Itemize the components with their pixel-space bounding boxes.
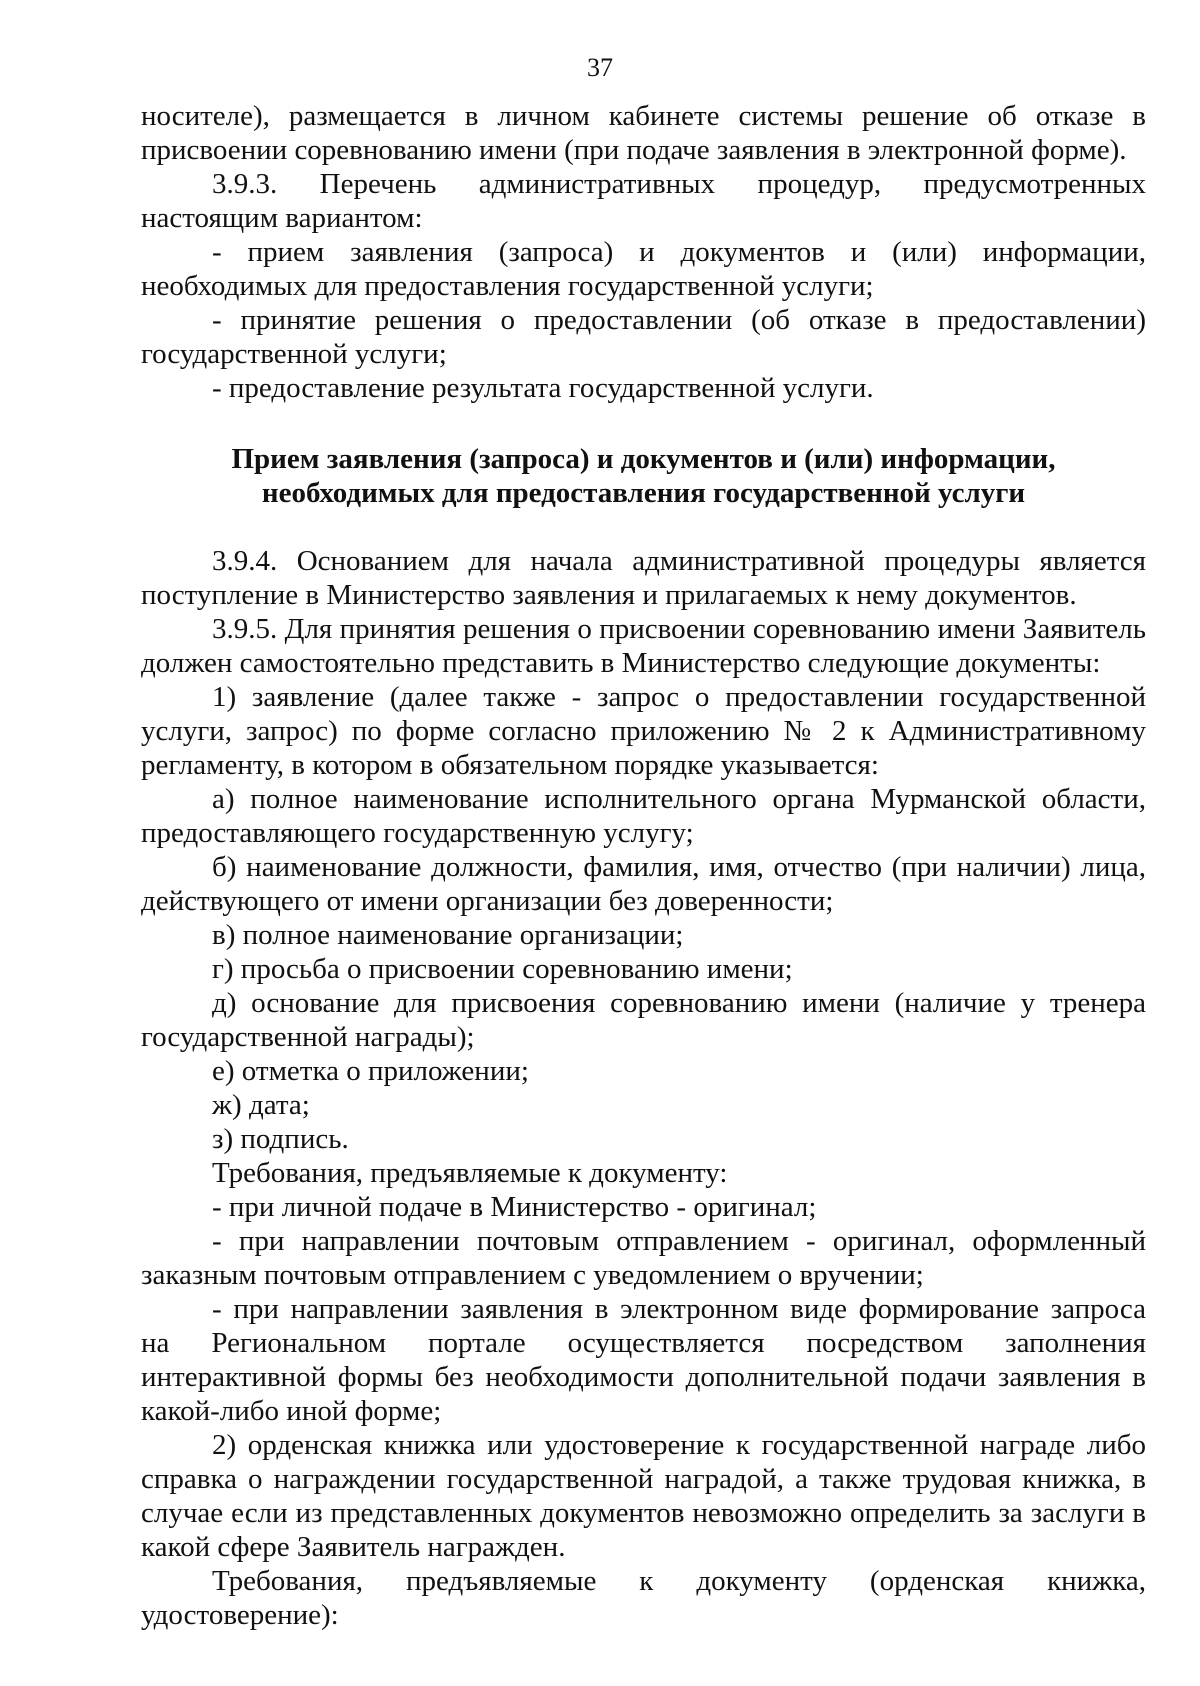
list-item: г) просьба о присвоении соревнованию имени; [212,953,793,985]
list-item: б) наименование должности, фамилия, имя, отчество (при наличии) лица, действующего от имени организации без доверенности; [141,851,1146,917]
page-number: 37 [587,53,613,82]
list-item: - предоставление результата государственной услуги. [212,372,874,404]
paragraph-section-3-9-3: 3.9.3. Перечень административных процедур, предусмотренных настоящим вариантом: [141,168,1146,234]
list-item: - при направлении заявления в электронном виде формирование запроса на Региональном портале осуществляется посредством заполнения интерактивной формы без необходимости дополнительной подачи заявления в какой-либо иной форме; [141,1293,1146,1427]
list-item: - принятие решения о предоставлении (об отказе в предоставлении) государственной услуги; [141,304,1146,370]
list-item: е) отметка о приложении; [212,1055,529,1087]
paragraph-section-3-9-4: 3.9.4. Основанием для начала административной процедуры является поступление в Министерство заявления и прилагаемых к нему документов. [141,545,1146,611]
list-item: - прием заявления (запроса) и документов и (или) информации, необходимых для предоставления государственной услуги; [141,236,1146,302]
list-item: - при направлении почтовым отправлением - оригинал, оформленный заказным почтовым отправлением с уведомлением о вручении; [141,1225,1146,1291]
section-heading [141,442,1146,510]
list-item: в) полное наименование организации; [212,919,684,951]
paragraph: Требования, предъявляемые к документу (орденская книжка, удостоверение): [141,1565,1146,1631]
section-heading-line: Прием заявления (запроса) и документов и (или) информации, [231,443,1056,475]
list-item: ж) дата; [212,1089,310,1121]
list-item: 2) орденская книжка или удостоверение к государственной награде либо справка о награждении государственной наградой, а также трудовая книжка, в случае если из представленных документов невозможно определить за заслуги в какой сфере Заявитель награжден. [141,1429,1146,1563]
paragraph-section-3-9-5: 3.9.5. Для принятия решения о присвоении соревнованию имени Заявитель должен самостоятельно представить в Министерство следующие документы: [141,613,1146,679]
list-item: д) основание для присвоения соревнованию имени (наличие у тренера государственной награды); [141,987,1146,1053]
paragraph: носителе), размещается в личном кабинете системы решение об отказе в присвоении соревнованию имени (при подаче заявления в электронной форме). [141,100,1146,166]
section-heading-line: необходимых для предоставления государственной услуги [261,477,1026,509]
document-body [141,99,1146,1632]
list-item: - при личной подаче в Министерство - оригинал; [212,1191,817,1223]
list-item: 1) заявление (далее также - запрос о предоставлении государственной услуги, запрос) по форме согласно приложению № 2 к Административному регламенту, в котором в обязательном порядке указывается: [141,681,1146,781]
paragraph: Требования, предъявляемые к документу: [212,1157,728,1189]
list-item: а) полное наименование исполнительного органа Мурманской области, предоставляющего государственную услугу; [141,783,1146,849]
list-item: з) подпись. [212,1123,349,1155]
